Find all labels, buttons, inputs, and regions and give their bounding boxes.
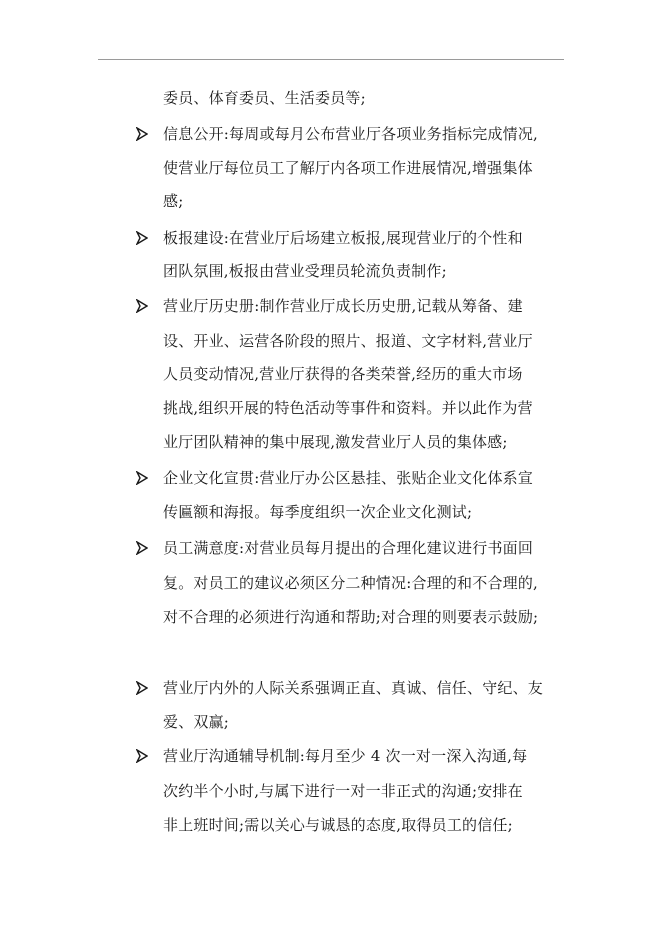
bullet-arrow-icon (136, 471, 150, 485)
paragraph-line: 使营业厅每位员工了解厅内各项工作进展情况,增强集体 (163, 159, 533, 177)
paragraph-line: 对不合理的必须进行沟通和帮助;对合理的则要表示鼓励; (163, 608, 539, 626)
paragraph-line: 人员变动情况,营业厅获得的各类荣誉,经历的重大市场 (163, 365, 523, 383)
paragraph-line: 板报建设:在营业厅后场建立板报,展现营业厅的个性和 (163, 229, 523, 247)
paragraph-line: 复。对员工的建议必须区分二种情况:合理的和不合理的, (163, 574, 539, 592)
paragraph-line: 营业厅沟通辅导机制:每月至少 4 次一对一深入沟通,每 (163, 747, 528, 765)
paragraph-line: 营业厅内外的人际关系强调正直、真诚、信任、守纪、友 (163, 679, 544, 697)
paragraph-line: 企业文化宣贯:营业厅办公区悬挂、张贴企业文化体系宣 (163, 469, 534, 487)
bullet-arrow-icon (136, 681, 150, 695)
paragraph-line: 业厅团队精神的集中展现,激发营业厅人员的集体感; (163, 433, 508, 451)
paragraph-line: 爱、双赢; (163, 713, 230, 731)
paragraph-line: 设、开业、运营各阶段的照片、报道、文字材料,营业厅 (163, 332, 533, 350)
bullet-arrow-icon (136, 231, 150, 245)
paragraph-line: 非上班时间;需以关心与诚恳的态度,取得员工的信任; (163, 816, 513, 834)
paragraph-line: 团队氛围,板报由营业受理员轮流负责制作; (163, 262, 447, 280)
paragraph-line: 挑战,组织开展的特色活动等事件和资料。并以此作为营 (163, 399, 533, 417)
paragraph-line: 员工满意度:对营业员每月提出的合理化建议进行书面回 (163, 539, 534, 557)
bullet-arrow-icon (136, 749, 150, 763)
bullet-arrow-icon (136, 127, 150, 141)
header-rule (98, 59, 564, 60)
paragraph-line: 感; (163, 192, 184, 210)
bullet-arrow-icon (136, 541, 150, 555)
paragraph-line: 委员、体育委员、生活委员等; (163, 89, 366, 107)
paragraph-line: 次约半个小时,与属下进行一对一非正式的沟通;安排在 (163, 782, 523, 800)
paragraph-line: 信息公开:每周或每月公布营业厅各项业务指标完成情况, (163, 125, 539, 143)
paragraph-line: 营业厅历史册:制作营业厅成长历史册,记载从筹备、建 (163, 297, 523, 315)
paragraph-line: 传匾额和海报。每季度组织一次企业文化测试; (163, 503, 473, 521)
bullet-arrow-icon (136, 299, 150, 313)
